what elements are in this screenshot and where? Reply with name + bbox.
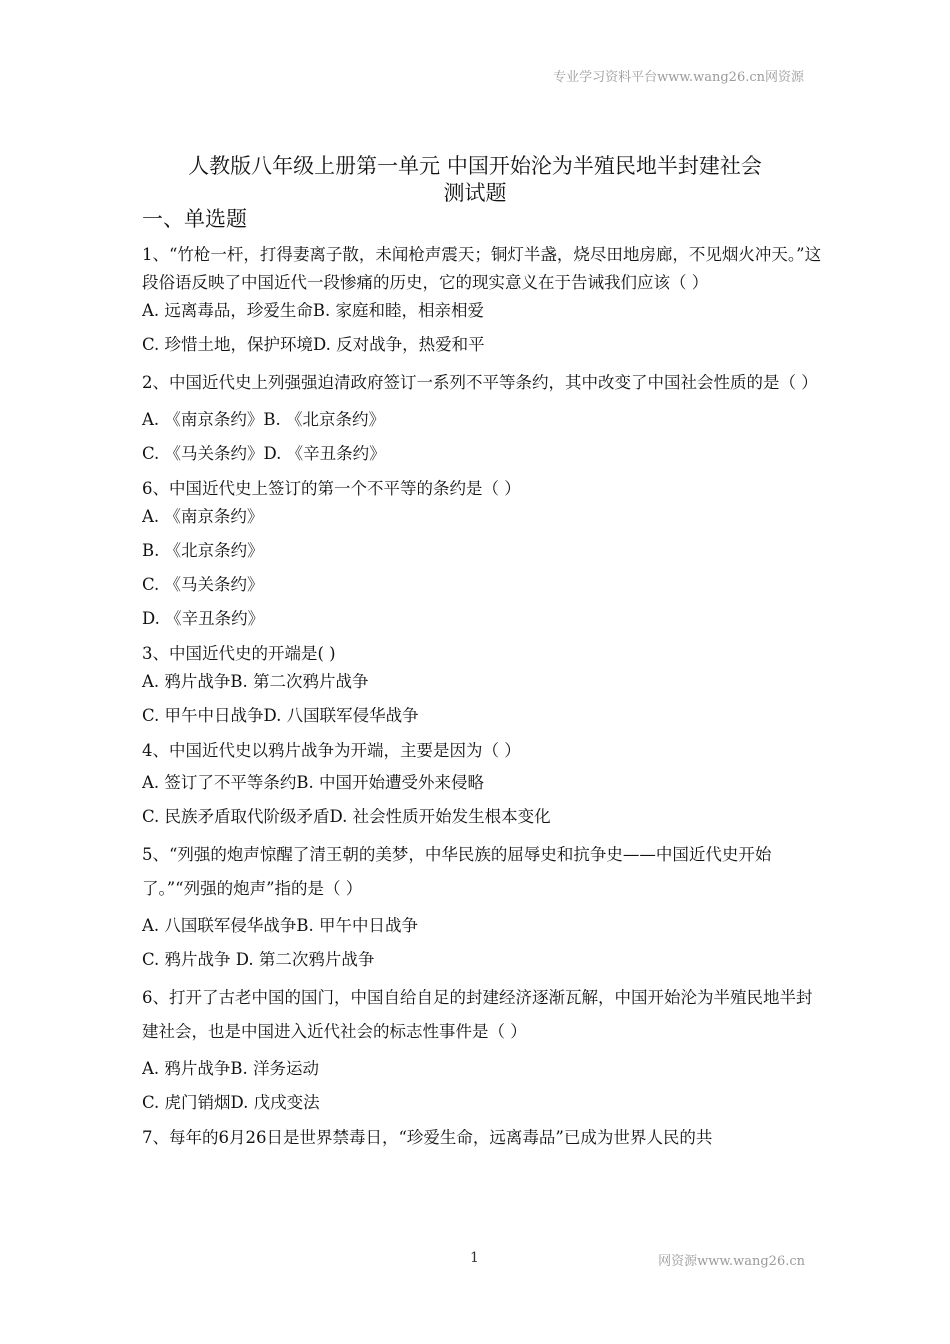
question-2: 2、中国近代史上列强强迫清政府签订一系列不平等条约，其中改变了中国社会性质的是（ ） — [142, 373, 818, 392]
header-site-text: 专业学习资料平台www.wang26.cn网资源 — [553, 70, 804, 85]
section-heading: 一、单选题 — [142, 207, 247, 231]
question-5-options-cd: C. 鸦片战争 D. 第二次鸦片战争 — [142, 950, 375, 969]
question-4: 4、中国近代史以鸦片战争为开端，主要是因为（ ） — [142, 741, 521, 760]
question-6b: 6、打开了古老中国的国门，中国自给自足的封建经济逐渐瓦解，中国开始沦为半殖民地半封建社会，也是中国进入近代社会的标志性事件是（ ） — [142, 988, 813, 1041]
document-title-line2: 测试题 — [443, 181, 507, 205]
question-1-options-ab: A. 远离毒品，珍爱生命B. 家庭和睦，相亲相爱 — [142, 301, 485, 320]
question-2-options-cd: C. 《马关条约》D. 《辛丑条约》 — [142, 444, 386, 463]
question-6b-options-ab: A. 鸦片战争B. 洋务运动 — [142, 1059, 320, 1078]
question-7: 7、每年的6月26日是世界禁毒日，“珍爱生命，远离毒品”已成为世界人民的共 — [142, 1128, 713, 1147]
question-5: 5、“列强的炮声惊醒了清王朝的美梦，中华民族的屈辱史和抗争史——中国近代史开始了。”“列强的炮声”指的是（ ） — [142, 845, 772, 898]
question-6b-options-cd: C. 虎门销烟D. 戊戌变法 — [142, 1093, 320, 1112]
question-6a-option-c: C. 《马关条约》 — [142, 575, 264, 594]
question-6a-option-d: D. 《辛丑条约》 — [142, 609, 265, 628]
document-title: 人教版八年级上册第一单元 中国开始沦为半殖民地半封建社会 — [188, 154, 762, 178]
question-2-options-ab: A. 《南京条约》B. 《北京条约》 — [142, 410, 386, 429]
question-3-options-ab: A. 鸦片战争B. 第二次鸦片战争 — [142, 672, 369, 691]
question-3-options-cd: C. 甲午中日战争D. 八国联军侵华战争 — [142, 706, 419, 725]
question-6a-option-a: A. 《南京条约》 — [142, 507, 264, 526]
page-number: 1 — [470, 1250, 479, 1266]
question-1: 1、“竹枪一杆，打得妻离子散，未闻枪声震天；铜灯半盏，烧尽田地房廊，不见烟火冲天。”这段俗语反映了中国近代一段惨痛的历史，它的现实意义在于告诫我们应该（ ） — [142, 245, 822, 292]
question-6a-option-b: B. 《北京条约》 — [142, 541, 264, 560]
question-list — [142, 241, 822, 1152]
question-4-options-ab: A. 签订了不平等条约B. 中国开始遭受外来侵略 — [142, 773, 485, 792]
question-3: 3、中国近代史的开端是( ) — [142, 644, 336, 663]
question-4-options-cd: C. 民族矛盾取代阶级矛盾D. 社会性质开始发生根本变化 — [142, 807, 551, 826]
question-5-options-ab: A. 八国联军侵华战争B. 甲午中日战争 — [142, 916, 419, 935]
question-1-options-cd: C. 珍惜土地，保护环境D. 反对战争，热爱和平 — [142, 335, 485, 354]
footer-site-text: 网资源www.wang26.cn — [658, 1254, 805, 1269]
question-6a: 6、中国近代史上签订的第一个不平等的条约是（ ） — [142, 479, 521, 498]
